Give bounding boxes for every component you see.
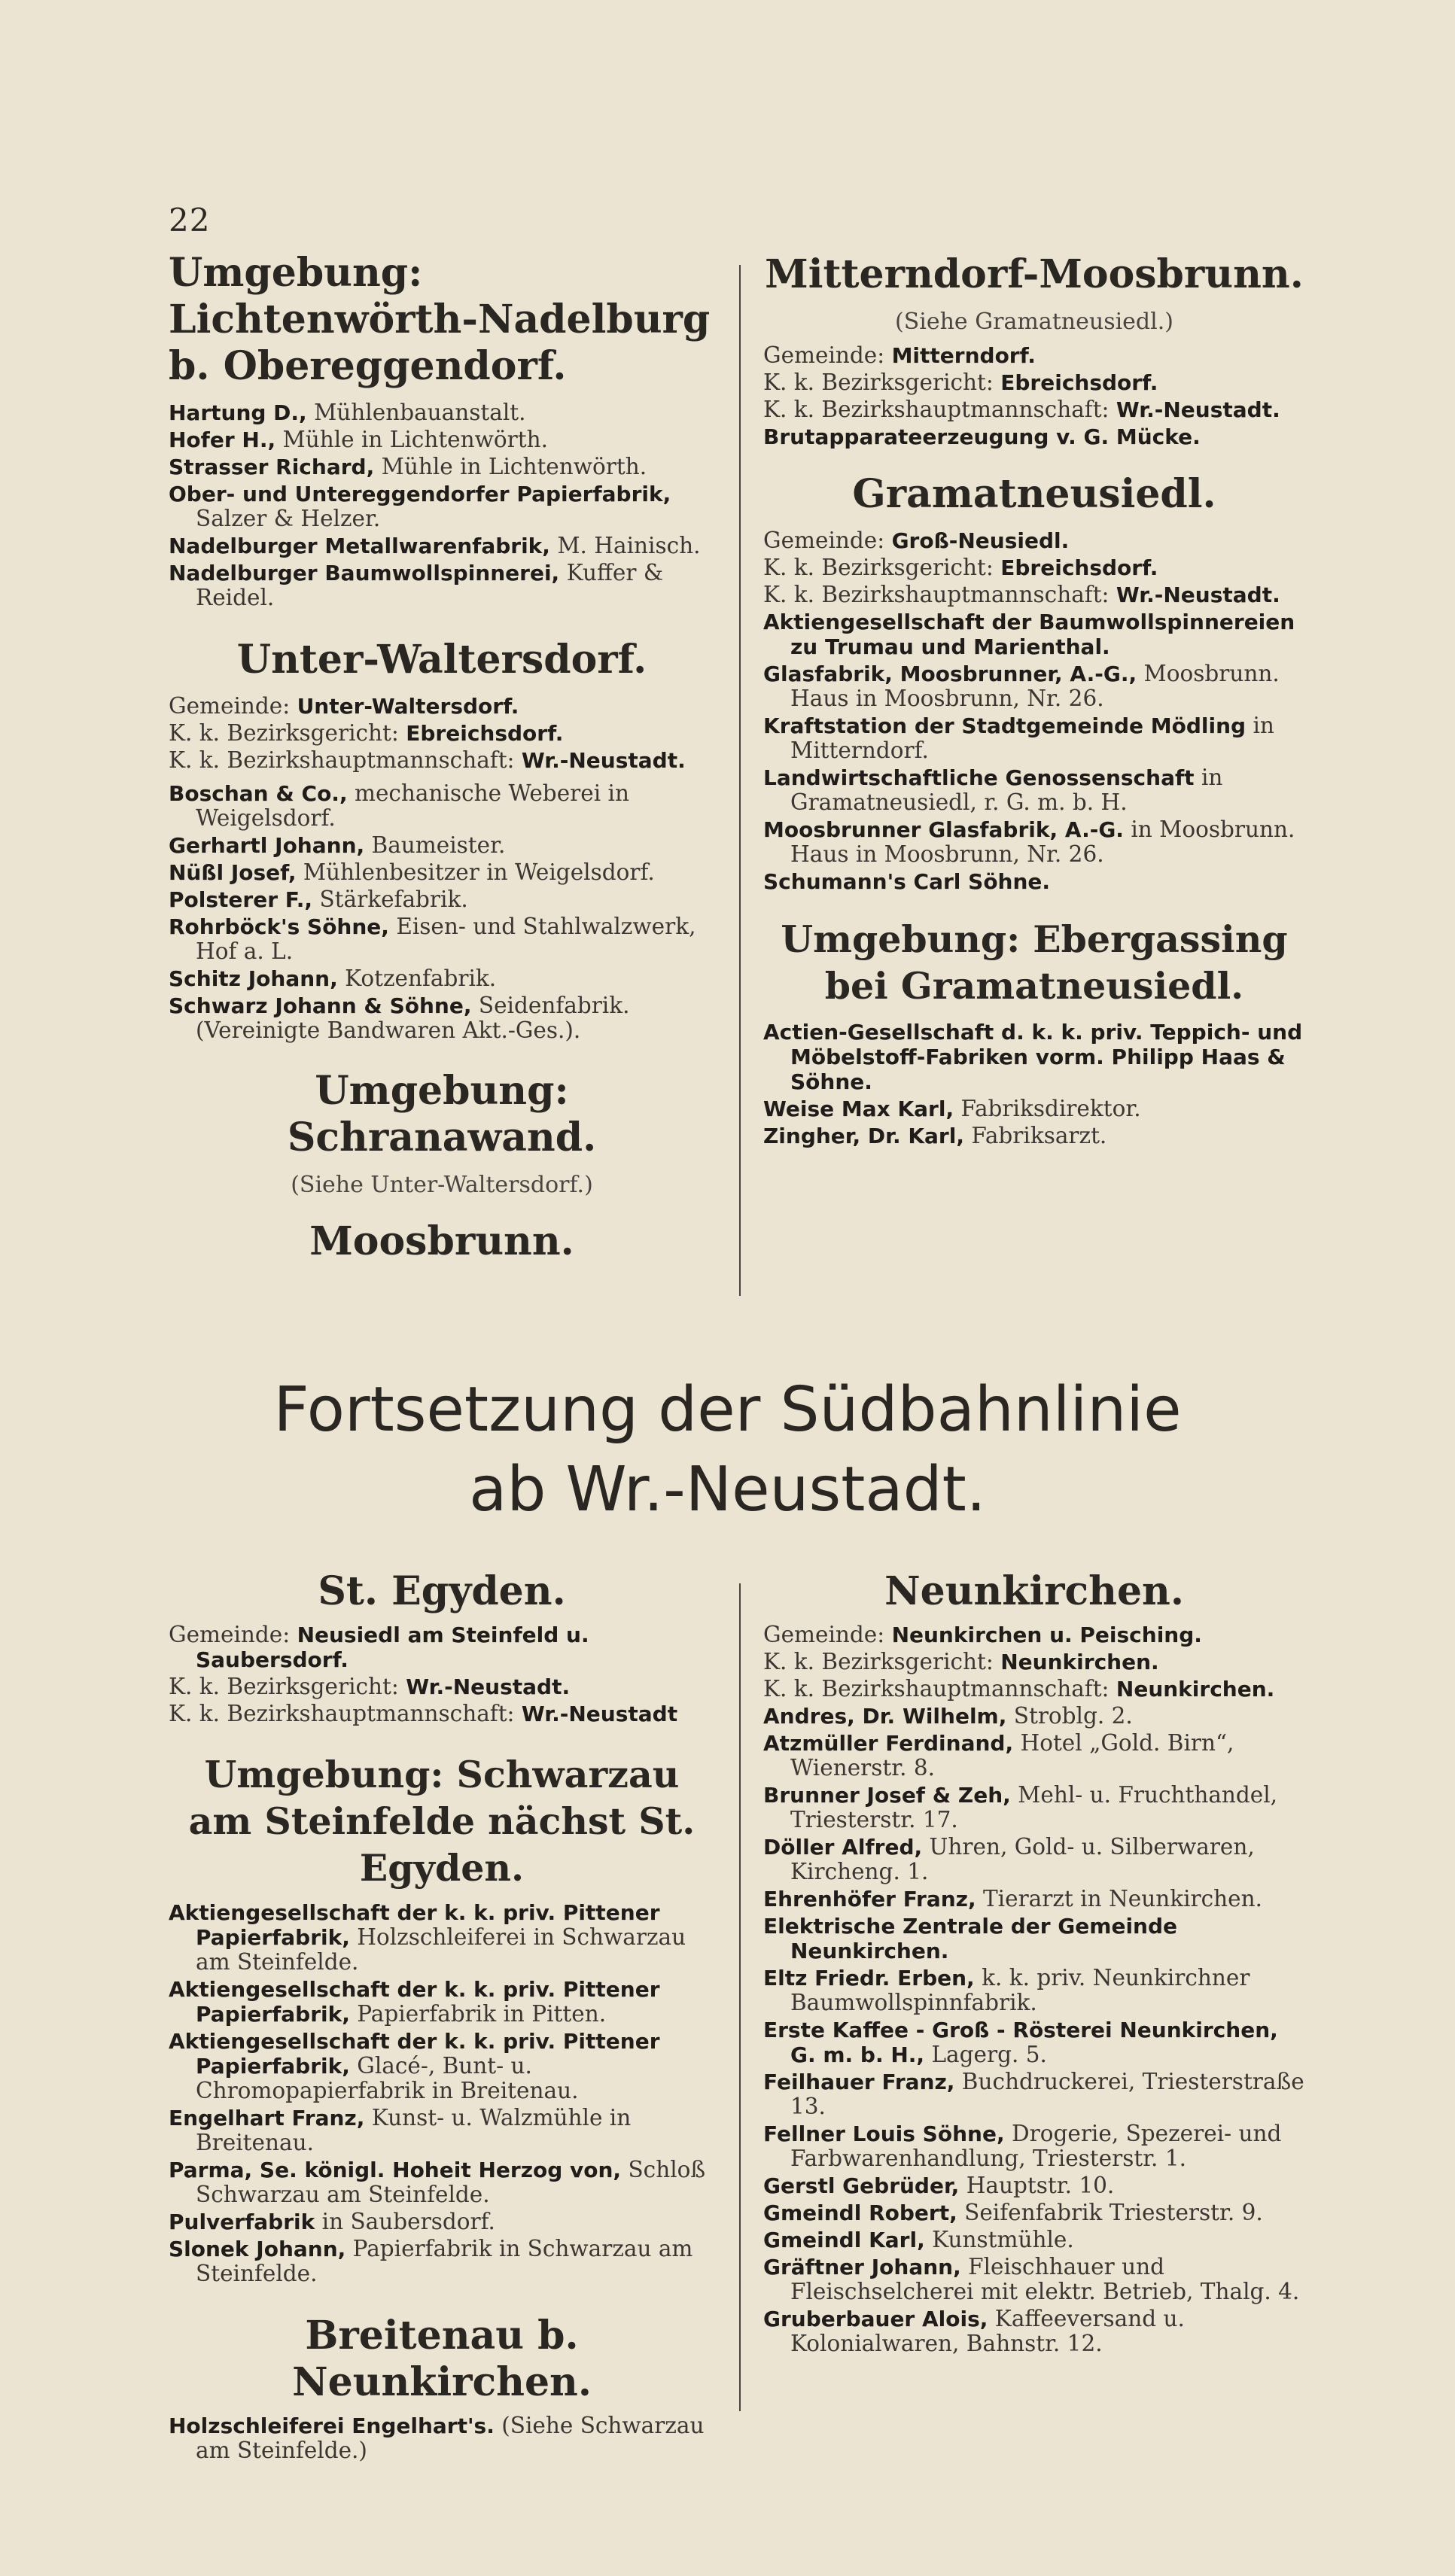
info-value: Neunkirchen. — [1116, 1677, 1275, 1702]
info-value: Wr.-Neustadt. — [406, 1674, 571, 1699]
directory-entry — [763, 424, 1305, 449]
entry-name: Brunner Josef & Zeh, — [763, 1783, 1011, 1808]
directory-entry — [763, 1783, 1305, 1832]
directory-entry — [763, 2307, 1305, 2356]
entry-description: Kuffer & Reidel. — [196, 560, 664, 610]
entry-list — [169, 781, 715, 1043]
section-heading: Umgebung: Schwarzau am Steinfelde nächst St. Egyden. — [188, 1753, 696, 1890]
entry-description: Mühle in Lichtenwörth. — [282, 427, 548, 452]
info-value: Neusiedl am Steinfeld u. Saubersdorf. — [196, 1623, 589, 1672]
entry-list — [763, 1020, 1305, 1148]
info-line — [169, 721, 715, 746]
bottom-right-column — [763, 1568, 1305, 2359]
entry-name: Strasser Richard, — [169, 455, 375, 479]
directory-entry — [763, 869, 1305, 894]
info-line — [763, 528, 1305, 553]
see-also-note: (Siehe Gramatneusiedl.) — [895, 309, 1173, 335]
entry-description: in Mitterndorf. — [790, 713, 1274, 763]
info-label: K. k. Bezirksgericht: — [169, 720, 399, 746]
entry-description: Drogerie, Spezerei- und Farbwarenhandlung, Triesterstr. 1. — [790, 2121, 1282, 2171]
entry-name: Engelhart Franz, — [169, 2106, 365, 2130]
info-label: Gemeinde: — [763, 528, 885, 553]
info-list — [169, 694, 715, 773]
entry-name: Holzschleiferei Engelhart's. — [169, 2413, 495, 2438]
info-value: Mitterndorf. — [891, 343, 1036, 368]
entry-name: Slonek Johann, — [169, 2237, 346, 2261]
info-line — [763, 582, 1305, 607]
directory-entry — [763, 1020, 1305, 1094]
entry-name: Brutapparateerzeugung v. G. Mücke. — [763, 424, 1201, 449]
column-divider-bottom — [739, 1583, 741, 2411]
info-line — [169, 1674, 715, 1699]
entry-name: Aktiengesellschaft der k. k. priv. Pittener Papierfabrik, — [169, 2029, 660, 2079]
info-label: K. k. Bezirkshauptmannschaft: — [169, 1701, 515, 1726]
info-line — [763, 1677, 1305, 1702]
entry-list — [169, 1900, 715, 2286]
info-line — [169, 1702, 715, 1726]
entry-name: Nadelburger Metallwarenfabrik, — [169, 534, 550, 558]
directory-entry — [169, 561, 715, 610]
entry-description: Papierfabrik in Schwarzau am Steinfelde. — [196, 2236, 693, 2286]
entry-name: Nüßl Josef, — [169, 860, 297, 885]
bottom-left-column — [169, 1568, 715, 2465]
section-heading: Moosbrunn. — [309, 1218, 574, 1264]
entry-description: Seifenfabrik Triesterstr. 9. — [964, 2200, 1263, 2225]
entry-name: Zingher, Dr. Karl, — [763, 1124, 964, 1148]
info-label: Gemeinde: — [763, 1622, 885, 1647]
entry-name: Ober- und Untereggendorfer Papierfabrik, — [169, 482, 671, 506]
info-label: K. k. Bezirksgericht: — [169, 1674, 399, 1699]
info-value: Groß-Neusiedl. — [891, 528, 1070, 553]
directory-entry — [169, 993, 715, 1043]
directory-entry — [763, 1704, 1305, 1729]
directory-entry — [169, 833, 715, 858]
entry-name: Fellner Louis Söhne, — [763, 2121, 1005, 2146]
info-value: Neunkirchen u. Peisching. — [891, 1623, 1202, 1647]
entry-name: Pulverfabrik — [169, 2210, 315, 2234]
entry-name: Andres, Dr. Wilhelm, — [763, 1704, 1007, 1729]
entry-description: Fleischhauer und Fleischselcherei mit elektr. Betrieb, Thalg. 4. — [790, 2254, 1300, 2304]
section-heading: Unter-Waltersdorf. — [236, 637, 647, 683]
info-label: Gemeinde: — [169, 1622, 291, 1647]
directory-entry — [169, 2413, 715, 2463]
entry-description: Fabriksdirektor. — [960, 1096, 1141, 1121]
directory-entry — [763, 2228, 1305, 2252]
section-heading: Mitterndorf-Moosbrunn. — [765, 251, 1304, 297]
info-label: K. k. Bezirkshauptmannschaft: — [763, 397, 1110, 422]
entry-name: Erste Kaffee - Groß - Rösterei Neunkirchen, G. m. b. H., — [763, 2018, 1278, 2067]
info-list — [763, 1623, 1305, 1702]
info-value: Ebreichsdorf. — [1000, 370, 1158, 395]
directory-entry — [763, 1835, 1305, 1884]
entry-name: Atzmüller Ferdinand, — [763, 1731, 1014, 1756]
section-heading: St. Egyden. — [318, 1568, 566, 1614]
directory-entry — [763, 2018, 1305, 2067]
section-heading: Umgebung: Schranawand. — [287, 1068, 597, 1160]
directory-entry — [763, 713, 1305, 763]
entry-description: in Gramatneusiedl, r. G. m. b. H. — [790, 765, 1223, 815]
info-line — [763, 555, 1305, 580]
entry-description: Holzschleiferei in Schwarzau am Steinfelde. — [196, 1924, 686, 1975]
directory-entry — [169, 914, 715, 964]
directory-entry — [169, 482, 715, 531]
entry-name: Aktiengesellschaft der k. k. priv. Pittener Papierfabrik, — [169, 1900, 660, 1950]
directory-entry — [763, 661, 1305, 711]
entry-description: Kunstmühle. — [932, 2227, 1074, 2252]
entry-description: Eisen- und Stahlwalzwerk, Hof a. L. — [196, 914, 696, 964]
entry-name: Actien-Gesellschaft d. k. k. priv. Teppich- und Möbelstoff-Fabriken vorm. Philipp Haas & Söhne. — [763, 1020, 1303, 1094]
info-list — [763, 343, 1305, 422]
entry-list — [169, 400, 715, 610]
entry-name: Gerhartl Johann, — [169, 833, 365, 858]
entry-description: Mühlenbesitzer in Weigelsdorf. — [303, 859, 655, 885]
info-line — [763, 343, 1305, 368]
top-right-column — [763, 242, 1305, 1151]
entry-name: Hofer H., — [169, 427, 276, 452]
entry-name: Nadelburger Baumwollspinnerei, — [169, 561, 560, 585]
main-title-line-2: ab Wr.-Neustadt. — [469, 1454, 986, 1525]
section-heading: Breitenau b. Neunkirchen. — [292, 2313, 592, 2405]
entry-description: in Saubersdorf. — [321, 2209, 495, 2234]
directory-entry — [763, 817, 1305, 867]
page-number: 22 — [169, 202, 211, 239]
directory-entry — [169, 2210, 715, 2234]
entry-list — [763, 424, 1305, 449]
info-label: K. k. Bezirksgericht: — [763, 370, 994, 395]
directory-entry — [763, 2200, 1305, 2225]
info-line — [169, 694, 715, 719]
directory-entry — [169, 781, 715, 831]
directory-entry — [763, 1124, 1305, 1148]
info-line — [169, 1623, 715, 1672]
entry-name: Hartung D., — [169, 400, 307, 425]
entry-name: Schitz Johann, — [169, 966, 338, 991]
info-value: Wr.-Neustadt. — [1116, 397, 1280, 422]
entry-name: Boschan & Co., — [169, 781, 348, 806]
info-line — [763, 397, 1305, 422]
section-heading: Neunkirchen. — [884, 1568, 1184, 1614]
entry-description: Buchdruckerei, Triesterstraße 13. — [790, 2069, 1304, 2119]
info-list — [169, 1623, 715, 1726]
entry-name: Elektrische Zentrale der Gemeinde Neunkirchen. — [763, 1914, 1178, 1963]
info-list — [763, 528, 1305, 607]
directory-entry — [169, 966, 715, 991]
directory-entry — [169, 400, 715, 425]
entry-description: in Moosbrunn. Haus in Moosbrunn, Nr. 26. — [790, 817, 1295, 867]
info-line — [763, 1650, 1305, 1674]
entry-description: M. Hainisch. — [557, 533, 701, 558]
info-value: Wr.-Neustadt — [521, 1702, 678, 1726]
see-also-note: (Siehe Unter-Waltersdorf.) — [291, 1172, 593, 1198]
info-label: K. k. Bezirksgericht: — [763, 555, 994, 580]
entry-description: Moosbrunn. Haus in Moosbrunn, Nr. 26. — [790, 661, 1280, 711]
entry-name: Feilhauer Franz, — [763, 2070, 955, 2094]
info-label: K. k. Bezirkshauptmannschaft: — [763, 1676, 1110, 1702]
entry-description: Kaffeeversand u. Kolonialwaren, Bahnstr. 12. — [790, 2306, 1185, 2356]
entry-name: Parma, Se. königl. Hoheit Herzog von, — [169, 2158, 622, 2182]
directory-entry — [763, 2121, 1305, 2171]
directory-entry — [763, 610, 1305, 659]
entry-description: mechanische Weberei in Weigelsdorf. — [196, 780, 629, 831]
entry-description: Mühlenbauanstalt. — [314, 400, 526, 425]
entry-name: Eltz Friedr. Erben, — [763, 1966, 975, 1991]
entry-description: Glacé-, Bunt- u. Chromopapierfabrik in Breitenau. — [196, 2053, 579, 2103]
entry-description: Stärkefabrik. — [319, 887, 468, 912]
directory-entry — [763, 1914, 1305, 1963]
directory-entry — [763, 1731, 1305, 1781]
directory-entry — [763, 1966, 1305, 2015]
entry-name: Gruberbauer Alois, — [763, 2307, 988, 2331]
info-line — [763, 1623, 1305, 1647]
directory-entry — [763, 2173, 1305, 2198]
entry-list — [763, 610, 1305, 894]
entry-name: Rohrböck's Söhne, — [169, 914, 389, 939]
entry-list — [763, 1704, 1305, 2356]
info-line — [169, 748, 715, 773]
entry-description: Papierfabrik in Pitten. — [357, 2001, 607, 2027]
column-divider-top — [739, 265, 741, 1296]
section-heading: Umgebung: Ebergassing bei Gramatneusiedl. — [781, 917, 1288, 1008]
entry-description: Schloß Schwarzau am Steinfelde. — [196, 2157, 706, 2207]
entry-name: Moosbrunner Glasfabrik, A.-G. — [763, 817, 1124, 842]
entry-description: Fabriksarzt. — [971, 1123, 1107, 1148]
info-value: Ebreichsdorf. — [1000, 555, 1158, 580]
directory-entry — [169, 2106, 715, 2155]
info-value: Neunkirchen. — [1000, 1650, 1159, 1674]
directory-entry — [169, 1977, 715, 2027]
info-line — [763, 370, 1305, 395]
entry-name: Glasfabrik, Moosbrunner, A.-G., — [763, 661, 1137, 686]
entry-name: Landwirtschaftliche Genossenschaft — [763, 765, 1195, 790]
info-label: K. k. Bezirkshauptmannschaft: — [169, 747, 515, 773]
directory-entry — [763, 765, 1305, 815]
entry-name: Schwarz Johann & Söhne, — [169, 993, 472, 1018]
directory-entry — [763, 1096, 1305, 1121]
info-value: Wr.-Neustadt. — [521, 748, 686, 773]
directory-entry — [169, 1900, 715, 1975]
entry-description: Hotel „Gold. Birn“, Wienerstr. 8. — [790, 1730, 1234, 1781]
entry-name: Gmeindl Robert, — [763, 2200, 957, 2225]
entry-description: Hauptstr. 10. — [966, 2173, 1115, 2198]
entry-description: Stroblg. 2. — [1013, 1703, 1133, 1729]
directory-entry — [169, 860, 715, 885]
entry-description: Seidenfabrik. (Vereinigte Bandwaren Akt.-Ges.). — [196, 993, 630, 1043]
directory-entry — [169, 2029, 715, 2103]
info-value: Wr.-Neustadt. — [1116, 582, 1280, 607]
entry-name: Weise Max Karl, — [763, 1096, 954, 1121]
info-label: Gemeinde: — [169, 693, 291, 719]
directory-entry — [169, 2237, 715, 2286]
entry-list — [169, 2413, 715, 2463]
main-title-line-1: Fortsetzung der Südbahnlinie — [273, 1374, 1182, 1446]
directory-entry — [169, 455, 715, 479]
entry-description: k. k. priv. Neunkirchner Baumwollspinnfabrik. — [790, 1965, 1250, 2015]
entry-name: Aktiengesellschaft der k. k. priv. Pittener Papierfabrik, — [169, 1977, 660, 2027]
entry-description: Kotzenfabrik. — [345, 966, 497, 991]
info-value: Unter-Waltersdorf. — [297, 694, 519, 719]
entry-description: Uhren, Gold- u. Silberwaren, Kircheng. 1. — [790, 1834, 1255, 1884]
info-label: K. k. Bezirkshauptmannschaft: — [763, 582, 1110, 607]
entry-description: Mühle in Lichtenwörth. — [381, 454, 647, 479]
directory-entry — [169, 534, 715, 558]
directory-entry — [169, 887, 715, 912]
info-label: Gemeinde: — [763, 342, 885, 368]
entry-name: Kraftstation der Stadtgemeinde Mödling — [763, 713, 1246, 738]
directory-entry — [763, 2255, 1305, 2304]
directory-entry — [169, 2158, 715, 2207]
entry-description: Kunst- u. Walzmühle in Breitenau. — [196, 2105, 632, 2155]
entry-name: Gräftner Johann, — [763, 2255, 961, 2279]
entry-description: Mehl- u. Fruchthandel, Triesterstr. 17. — [790, 1782, 1278, 1832]
entry-description: Baumeister. — [371, 832, 506, 858]
directory-entry — [169, 427, 715, 452]
info-value: Ebreichsdorf. — [406, 721, 564, 746]
entry-description: Tierarzt in Neunkirchen. — [983, 1886, 1262, 1911]
entry-description: (Siehe Schwarzau am Steinfelde.) — [196, 2413, 705, 2463]
directory-entry — [763, 2070, 1305, 2119]
entry-description: Salzer & Helzer. — [196, 506, 381, 531]
section-heading: Umgebung: Lichtenwörth-Nadelburg b. Obereggendorf. — [169, 250, 711, 389]
entry-name: Ehrenhöfer Franz, — [763, 1887, 976, 1911]
entry-name: Döller Alfred, — [763, 1835, 923, 1860]
section-heading: Gramatneusiedl. — [852, 471, 1216, 517]
info-label: K. k. Bezirksgericht: — [763, 1649, 994, 1674]
entry-name: Schumann's Carl Söhne. — [763, 869, 1051, 894]
top-left-column — [169, 242, 715, 1265]
entry-description: Lagerg. 5. — [931, 2042, 1047, 2067]
entry-name: Polsterer F., — [169, 887, 313, 912]
entry-name: Aktiengesellschaft der Baumwollspinnereien zu Trumau und Marienthal. — [763, 610, 1295, 659]
directory-entry — [763, 1887, 1305, 1911]
entry-name: Gmeindl Karl, — [763, 2228, 925, 2252]
entry-name: Gerstl Gebrüder, — [763, 2173, 960, 2198]
